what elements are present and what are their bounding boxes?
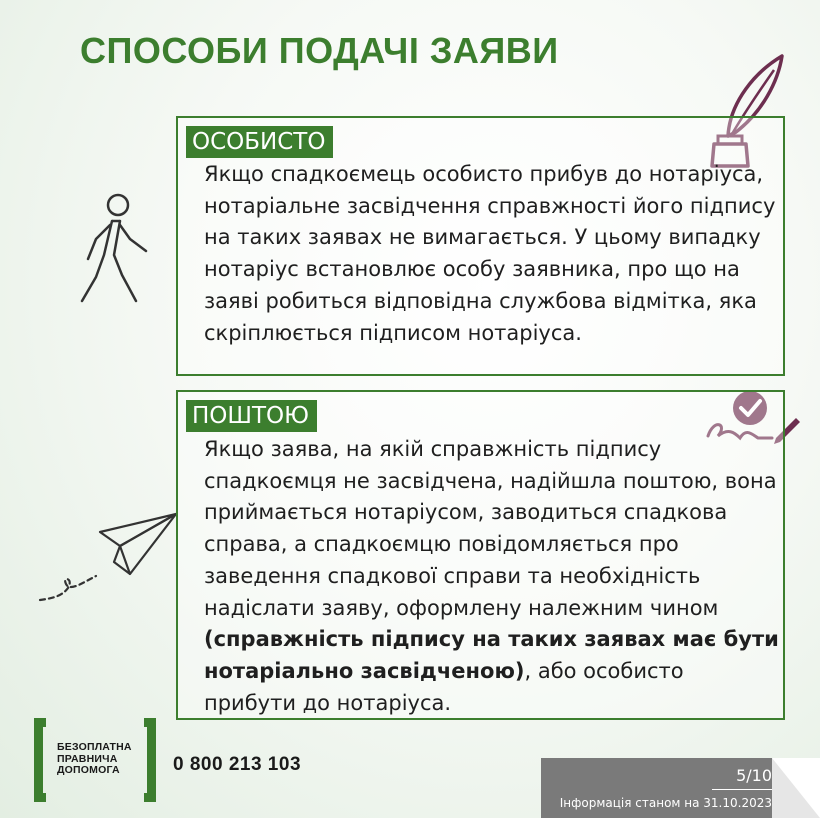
section-by-mail-text-end: , або особисто прибути до нотаріуса.: [204, 658, 684, 715]
section-in-person-label: ОСОБИСТО: [186, 126, 333, 158]
page-title: СПОСОБИ ПОДАЧІ ЗАЯВИ: [80, 30, 559, 71]
section-by-mail-text-start: Якщо заява, на якій справжність підпису спадкоємця не засвідчена, надійшла поштою, вона приймається нотаріусом, заводиться спадкова справа, а спадкоємцю повідомляється про заведення спадкової справи та необхідність надіслати заяву, оформлену належним чином: [204, 437, 777, 620]
logo-line-1: БЕЗОПЛАТНА: [57, 741, 132, 753]
section-in-person-text: Якщо спадкоємець особисто прибув до нотаріуса, нотаріальне засвідчення справжності його підпису на таких заявах не вимагається. У цьому випадку нотаріус встановлює особу заявника, про що на заяві робиться відповідна службова відмітка, яка скріплюється підписом нотаріуса.: [204, 162, 776, 345]
page-counter-underline: [712, 789, 772, 790]
logo-text: [57, 742, 137, 777]
walking-person-icon: [78, 193, 152, 305]
info-date: Інформація станом на 31.10.2023: [559, 796, 772, 810]
page-counter: 5/10: [736, 766, 772, 785]
section-in-person-card: [176, 116, 785, 376]
page-curl-icon: [772, 758, 820, 818]
logo-bracket-left: [34, 718, 46, 802]
section-by-mail-label: ПОШТОЮ: [186, 400, 317, 432]
logo-bracket-right: [144, 718, 156, 802]
logo-line-3: ДОПОМОГА: [57, 764, 120, 776]
paper-plane-icon: [34, 512, 184, 606]
section-by-mail-card: [176, 390, 785, 720]
logo-line-2: ПРАВНИЧА: [57, 752, 118, 765]
footer-bar: [541, 758, 820, 818]
legal-aid-logo: [34, 718, 156, 802]
section-by-mail-text: [204, 434, 779, 719]
hotline-phone: 0 800 213 103: [173, 754, 302, 775]
section-by-mail-text-bold: (справжність підпису на таких заявах має бути нотаріально засвідченою): [204, 627, 779, 683]
